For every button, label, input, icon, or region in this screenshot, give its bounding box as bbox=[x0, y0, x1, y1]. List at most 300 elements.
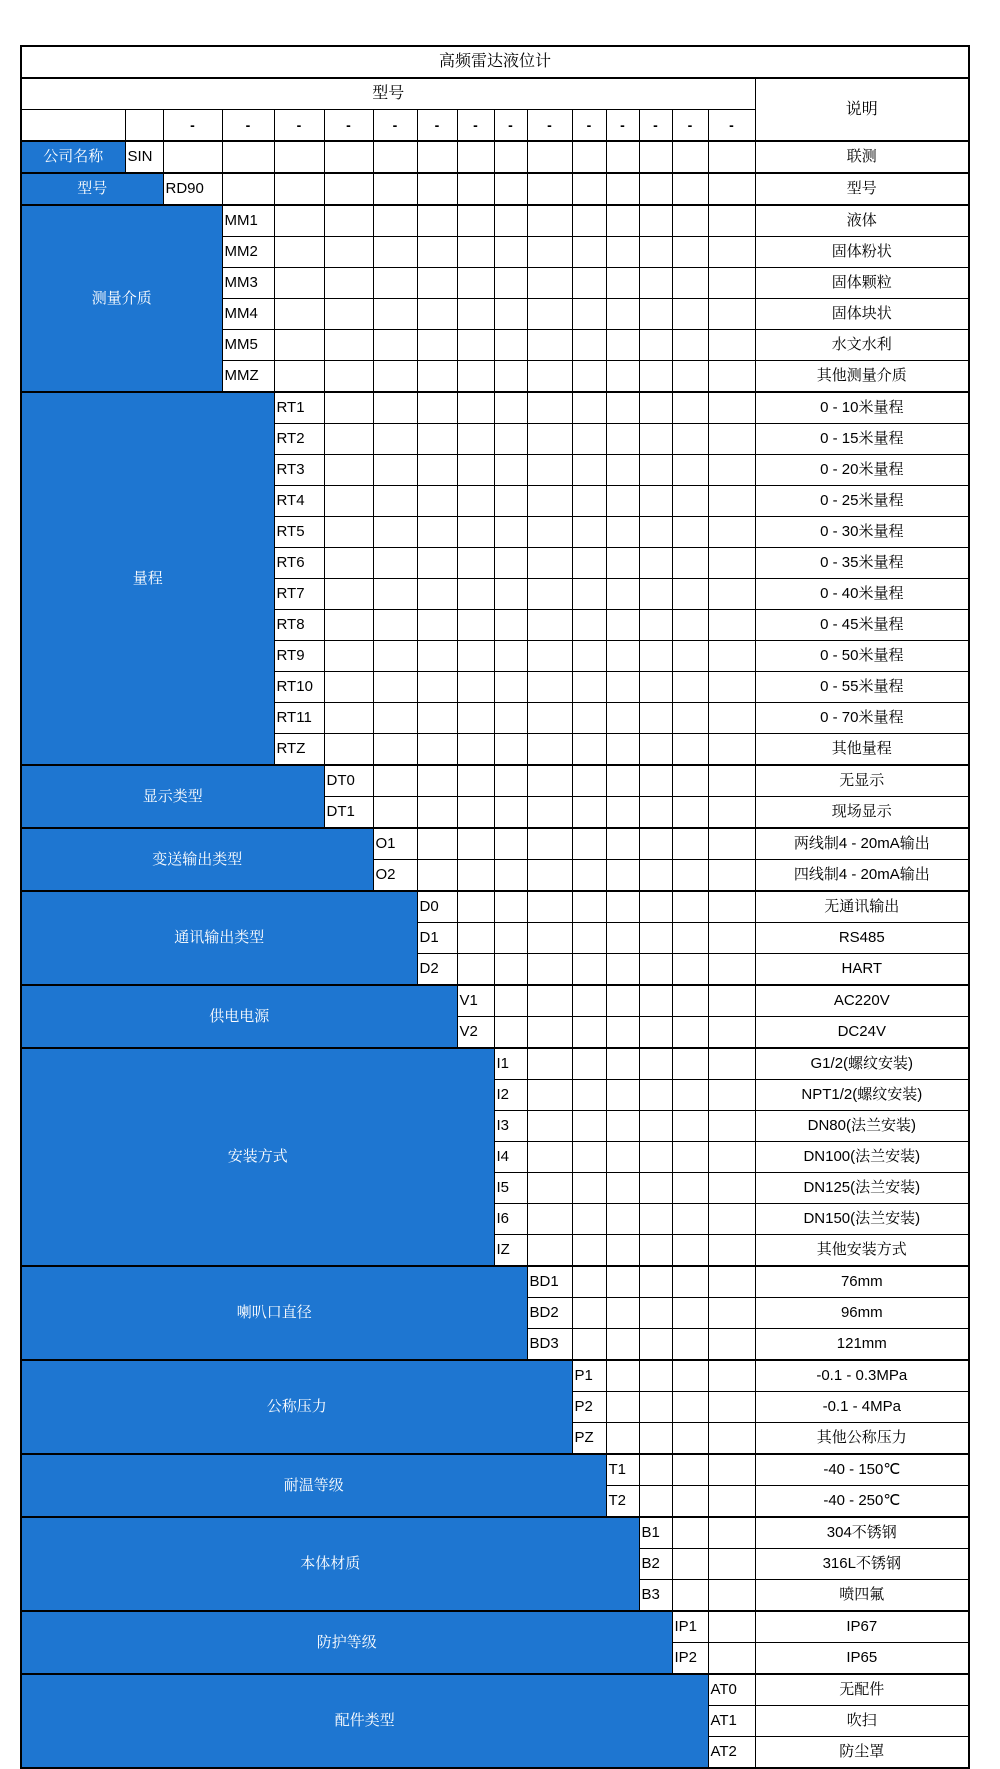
empty-cell bbox=[527, 954, 572, 986]
description-cell: 防尘罩 bbox=[755, 1737, 969, 1769]
empty-cell bbox=[457, 954, 494, 986]
category-cell: 公司名称 bbox=[21, 141, 125, 173]
empty-cell bbox=[494, 610, 527, 641]
empty-cell bbox=[672, 797, 708, 829]
empty-cell bbox=[527, 299, 572, 330]
empty-cell bbox=[457, 486, 494, 517]
description-cell: RS485 bbox=[755, 923, 969, 954]
empty-cell bbox=[527, 828, 572, 860]
description-cell: 现场显示 bbox=[755, 797, 969, 829]
description-cell: DC24V bbox=[755, 1017, 969, 1049]
empty-cell bbox=[672, 579, 708, 610]
separator-cell: - bbox=[527, 110, 572, 142]
code-cell: B1 bbox=[639, 1517, 672, 1549]
empty-cell bbox=[639, 141, 672, 173]
code-cell: O1 bbox=[373, 828, 417, 860]
empty-cell bbox=[494, 299, 527, 330]
empty-cell bbox=[494, 828, 527, 860]
empty-cell bbox=[708, 610, 755, 641]
empty-cell bbox=[672, 1329, 708, 1361]
empty-cell bbox=[324, 424, 373, 455]
empty-cell bbox=[457, 765, 494, 797]
empty-cell bbox=[639, 1142, 672, 1173]
empty-cell bbox=[373, 268, 417, 299]
empty-cell bbox=[708, 1392, 755, 1423]
empty-cell bbox=[527, 330, 572, 361]
empty-cell bbox=[324, 237, 373, 268]
empty-cell bbox=[639, 361, 672, 393]
empty-cell bbox=[572, 891, 606, 923]
empty-cell bbox=[639, 672, 672, 703]
empty-cell bbox=[708, 1486, 755, 1518]
category-cell: 防护等级 bbox=[21, 1611, 672, 1674]
empty-cell bbox=[324, 703, 373, 734]
description-cell: 两线制4 - 20mA输出 bbox=[755, 828, 969, 860]
empty-cell bbox=[639, 1111, 672, 1142]
empty-cell bbox=[527, 1204, 572, 1235]
empty-cell bbox=[572, 765, 606, 797]
empty-cell bbox=[606, 548, 639, 579]
empty-cell bbox=[222, 141, 274, 173]
separator-cell: - bbox=[708, 110, 755, 142]
empty-cell bbox=[417, 424, 457, 455]
empty-cell bbox=[324, 548, 373, 579]
empty-cell bbox=[639, 610, 672, 641]
empty-cell bbox=[639, 1454, 672, 1486]
empty-cell bbox=[639, 1298, 672, 1329]
code-cell: B3 bbox=[639, 1580, 672, 1612]
code-cell: MMZ bbox=[222, 361, 274, 393]
code-cell: RT2 bbox=[274, 424, 324, 455]
empty-cell bbox=[274, 141, 324, 173]
empty-cell bbox=[606, 455, 639, 486]
empty-cell bbox=[373, 173, 417, 205]
empty-cell bbox=[494, 361, 527, 393]
empty-cell bbox=[639, 734, 672, 766]
empty-cell bbox=[672, 1549, 708, 1580]
empty-cell bbox=[457, 828, 494, 860]
empty-cell bbox=[373, 517, 417, 548]
empty-cell bbox=[708, 797, 755, 829]
empty-cell bbox=[606, 610, 639, 641]
empty-cell bbox=[572, 1173, 606, 1204]
empty-cell bbox=[708, 1611, 755, 1643]
empty-cell bbox=[494, 1017, 527, 1049]
code-cell: RT6 bbox=[274, 548, 324, 579]
empty-cell bbox=[672, 486, 708, 517]
empty-cell bbox=[494, 237, 527, 268]
code-cell: BD3 bbox=[527, 1329, 572, 1361]
empty-cell bbox=[457, 579, 494, 610]
empty-cell bbox=[708, 828, 755, 860]
empty-cell bbox=[494, 579, 527, 610]
empty-cell bbox=[672, 392, 708, 424]
empty-cell bbox=[639, 455, 672, 486]
empty-cell bbox=[527, 1080, 572, 1111]
empty-cell bbox=[639, 392, 672, 424]
code-cell: IP1 bbox=[672, 1611, 708, 1643]
empty-cell bbox=[708, 1423, 755, 1455]
empty-cell bbox=[606, 1048, 639, 1080]
empty-cell bbox=[373, 205, 417, 237]
code-cell: RTZ bbox=[274, 734, 324, 766]
empty-cell bbox=[572, 1111, 606, 1142]
empty-cell bbox=[324, 610, 373, 641]
empty-cell bbox=[708, 641, 755, 672]
code-cell: RT3 bbox=[274, 455, 324, 486]
separator-cell: - bbox=[572, 110, 606, 142]
empty-cell bbox=[672, 455, 708, 486]
empty-cell bbox=[494, 455, 527, 486]
empty-cell bbox=[606, 1017, 639, 1049]
code-cell: AT1 bbox=[708, 1706, 755, 1737]
empty-cell bbox=[639, 299, 672, 330]
empty-cell bbox=[373, 455, 417, 486]
empty-cell bbox=[527, 1173, 572, 1204]
empty-cell bbox=[639, 579, 672, 610]
empty-cell bbox=[527, 1111, 572, 1142]
empty-cell bbox=[672, 765, 708, 797]
description-cell: 0 - 10米量程 bbox=[755, 392, 969, 424]
code-cell: RT9 bbox=[274, 641, 324, 672]
empty-cell bbox=[708, 1329, 755, 1361]
empty-cell bbox=[457, 797, 494, 829]
empty-cell bbox=[527, 455, 572, 486]
empty-cell bbox=[457, 672, 494, 703]
empty-cell bbox=[572, 237, 606, 268]
empty-cell bbox=[494, 641, 527, 672]
empty-cell bbox=[457, 610, 494, 641]
empty-cell bbox=[457, 205, 494, 237]
empty-cell bbox=[274, 237, 324, 268]
empty-cell bbox=[672, 517, 708, 548]
description-cell: IP65 bbox=[755, 1643, 969, 1675]
empty-cell bbox=[672, 205, 708, 237]
empty-cell bbox=[494, 797, 527, 829]
description-cell: NPT1/2(螺纹安装) bbox=[755, 1080, 969, 1111]
description-cell: 304不锈钢 bbox=[755, 1517, 969, 1549]
description-cell: -40 - 250℃ bbox=[755, 1486, 969, 1518]
code-cell: PZ bbox=[572, 1423, 606, 1455]
empty-cell bbox=[527, 672, 572, 703]
empty-cell bbox=[324, 734, 373, 766]
empty-cell bbox=[572, 173, 606, 205]
empty-cell bbox=[708, 923, 755, 954]
description-cell: 水文水利 bbox=[755, 330, 969, 361]
empty-cell bbox=[606, 954, 639, 986]
description-cell: DN80(法兰安装) bbox=[755, 1111, 969, 1142]
separator-cell: - bbox=[417, 110, 457, 142]
empty-cell bbox=[672, 1266, 708, 1298]
empty-cell bbox=[457, 891, 494, 923]
code-cell: MM1 bbox=[222, 205, 274, 237]
empty-cell bbox=[457, 548, 494, 579]
empty-cell bbox=[572, 985, 606, 1017]
code-cell: I1 bbox=[494, 1048, 527, 1080]
description-cell: 联测 bbox=[755, 141, 969, 173]
empty-cell bbox=[457, 455, 494, 486]
empty-cell bbox=[527, 860, 572, 892]
code-cell: P1 bbox=[572, 1360, 606, 1392]
empty-cell bbox=[672, 268, 708, 299]
description-cell: 0 - 40米量程 bbox=[755, 579, 969, 610]
empty-cell bbox=[274, 330, 324, 361]
empty-cell bbox=[572, 455, 606, 486]
empty-cell bbox=[672, 1454, 708, 1486]
separator-cell: - bbox=[373, 110, 417, 142]
code-cell: V1 bbox=[457, 985, 494, 1017]
empty-cell bbox=[494, 954, 527, 986]
empty-cell bbox=[417, 641, 457, 672]
empty-cell bbox=[494, 173, 527, 205]
empty-cell bbox=[373, 765, 417, 797]
empty-cell bbox=[639, 1173, 672, 1204]
empty-cell bbox=[324, 361, 373, 393]
empty-cell bbox=[324, 579, 373, 610]
empty-cell bbox=[417, 703, 457, 734]
code-cell: I3 bbox=[494, 1111, 527, 1142]
description-cell: 其他安装方式 bbox=[755, 1235, 969, 1267]
empty-cell bbox=[527, 517, 572, 548]
empty-cell bbox=[639, 1204, 672, 1235]
empty-cell bbox=[572, 548, 606, 579]
empty-cell bbox=[606, 1235, 639, 1267]
empty-cell bbox=[457, 173, 494, 205]
description-cell: 0 - 25米量程 bbox=[755, 486, 969, 517]
empty-cell bbox=[417, 330, 457, 361]
empty-cell bbox=[708, 1142, 755, 1173]
empty-cell bbox=[572, 205, 606, 237]
separator-cell: - bbox=[639, 110, 672, 142]
empty-cell bbox=[527, 1235, 572, 1267]
empty-cell bbox=[672, 1298, 708, 1329]
code-cell: RT4 bbox=[274, 486, 324, 517]
description-cell: 0 - 15米量程 bbox=[755, 424, 969, 455]
empty-cell bbox=[572, 797, 606, 829]
empty-cell bbox=[672, 361, 708, 393]
empty-cell bbox=[417, 548, 457, 579]
empty-cell bbox=[708, 1549, 755, 1580]
description-cell: IP67 bbox=[755, 1611, 969, 1643]
empty-cell bbox=[639, 1329, 672, 1361]
separator-cell: - bbox=[163, 110, 222, 142]
code-cell: AT2 bbox=[708, 1737, 755, 1769]
empty-cell bbox=[527, 237, 572, 268]
empty-cell bbox=[324, 205, 373, 237]
empty-cell bbox=[527, 424, 572, 455]
empty-cell bbox=[708, 1266, 755, 1298]
empty-cell bbox=[672, 237, 708, 268]
empty-cell bbox=[572, 828, 606, 860]
empty-cell bbox=[572, 486, 606, 517]
model-number-header: 型号 bbox=[21, 78, 755, 110]
empty-cell bbox=[639, 923, 672, 954]
description-cell: 96mm bbox=[755, 1298, 969, 1329]
empty-cell bbox=[572, 1204, 606, 1235]
empty-cell bbox=[274, 299, 324, 330]
separator-cell: - bbox=[494, 110, 527, 142]
empty-cell bbox=[606, 517, 639, 548]
empty-cell bbox=[708, 1204, 755, 1235]
description-cell: -0.1 - 0.3MPa bbox=[755, 1360, 969, 1392]
empty-cell bbox=[606, 205, 639, 237]
empty-cell bbox=[324, 141, 373, 173]
empty-cell bbox=[708, 1454, 755, 1486]
empty-cell bbox=[527, 797, 572, 829]
empty-cell bbox=[672, 1204, 708, 1235]
empty-cell bbox=[373, 610, 417, 641]
code-cell: I2 bbox=[494, 1080, 527, 1111]
empty-cell bbox=[494, 765, 527, 797]
category-cell: 耐温等级 bbox=[21, 1454, 606, 1517]
empty-cell bbox=[494, 985, 527, 1017]
code-cell: RT1 bbox=[274, 392, 324, 424]
empty-cell bbox=[672, 610, 708, 641]
description-cell: DN150(法兰安装) bbox=[755, 1204, 969, 1235]
empty-cell bbox=[672, 548, 708, 579]
empty-cell bbox=[672, 141, 708, 173]
empty-cell bbox=[457, 517, 494, 548]
model-selection-table bbox=[20, 45, 970, 1769]
description-cell: 其他公称压力 bbox=[755, 1423, 969, 1455]
empty-cell bbox=[606, 579, 639, 610]
empty-cell bbox=[417, 173, 457, 205]
empty-cell bbox=[672, 641, 708, 672]
empty-cell bbox=[417, 299, 457, 330]
empty-cell bbox=[572, 1329, 606, 1361]
empty-cell bbox=[708, 392, 755, 424]
empty-cell bbox=[672, 1142, 708, 1173]
empty-cell bbox=[672, 1486, 708, 1518]
separator-cell: - bbox=[274, 110, 324, 142]
code-cell: P2 bbox=[572, 1392, 606, 1423]
empty-cell bbox=[708, 548, 755, 579]
empty-cell bbox=[274, 205, 324, 237]
empty-cell bbox=[417, 205, 457, 237]
description-cell: 其他量程 bbox=[755, 734, 969, 766]
empty-cell bbox=[572, 1298, 606, 1329]
code-cell: DT1 bbox=[324, 797, 373, 829]
description-cell: -40 - 150℃ bbox=[755, 1454, 969, 1486]
empty-cell bbox=[672, 860, 708, 892]
empty-cell bbox=[606, 1173, 639, 1204]
empty-cell bbox=[457, 734, 494, 766]
empty-cell bbox=[708, 141, 755, 173]
empty-cell bbox=[457, 237, 494, 268]
description-cell: 0 - 30米量程 bbox=[755, 517, 969, 548]
empty-cell bbox=[606, 734, 639, 766]
empty-cell bbox=[672, 330, 708, 361]
empty-cell bbox=[639, 1486, 672, 1518]
empty-cell bbox=[572, 579, 606, 610]
empty-cell bbox=[494, 672, 527, 703]
empty-cell bbox=[606, 299, 639, 330]
empty-cell bbox=[527, 548, 572, 579]
description-cell: 液体 bbox=[755, 205, 969, 237]
empty-cell bbox=[672, 1111, 708, 1142]
empty-cell bbox=[639, 548, 672, 579]
empty-cell bbox=[672, 424, 708, 455]
empty-cell bbox=[572, 610, 606, 641]
empty-cell bbox=[494, 923, 527, 954]
empty-cell bbox=[708, 237, 755, 268]
empty-cell bbox=[274, 361, 324, 393]
empty-cell bbox=[639, 1017, 672, 1049]
empty-cell bbox=[639, 486, 672, 517]
empty-cell bbox=[672, 1017, 708, 1049]
empty-cell bbox=[527, 765, 572, 797]
empty-cell bbox=[417, 610, 457, 641]
empty-cell bbox=[672, 1392, 708, 1423]
empty-cell bbox=[708, 361, 755, 393]
code-cell: RT11 bbox=[274, 703, 324, 734]
empty-cell bbox=[527, 268, 572, 299]
empty-cell bbox=[606, 672, 639, 703]
empty-cell bbox=[417, 486, 457, 517]
empty-cell bbox=[672, 954, 708, 986]
empty-cell bbox=[639, 173, 672, 205]
empty-cell bbox=[527, 1017, 572, 1049]
description-cell: 固体块状 bbox=[755, 299, 969, 330]
category-cell: 通讯输出类型 bbox=[21, 891, 417, 985]
empty-cell bbox=[572, 954, 606, 986]
separator-cell: - bbox=[606, 110, 639, 142]
code-cell: D1 bbox=[417, 923, 457, 954]
empty-cell bbox=[457, 361, 494, 393]
empty-cell bbox=[494, 891, 527, 923]
empty-cell bbox=[672, 1580, 708, 1612]
empty-cell bbox=[324, 455, 373, 486]
empty-cell bbox=[222, 173, 274, 205]
empty-cell bbox=[672, 734, 708, 766]
description-cell: 固体颗粒 bbox=[755, 268, 969, 299]
empty-cell bbox=[417, 828, 457, 860]
empty-cell bbox=[527, 579, 572, 610]
empty-cell bbox=[373, 734, 417, 766]
empty-cell bbox=[163, 141, 222, 173]
empty-cell bbox=[708, 954, 755, 986]
empty-cell bbox=[527, 641, 572, 672]
empty-cell bbox=[494, 486, 527, 517]
empty-cell bbox=[324, 517, 373, 548]
description-cell: 固体粉状 bbox=[755, 237, 969, 268]
empty-cell bbox=[708, 455, 755, 486]
empty-cell bbox=[708, 1298, 755, 1329]
code-cell: I4 bbox=[494, 1142, 527, 1173]
code-cell: AT0 bbox=[708, 1674, 755, 1706]
category-cell: 配件类型 bbox=[21, 1674, 708, 1768]
empty-cell bbox=[708, 1360, 755, 1392]
empty-cell bbox=[417, 672, 457, 703]
empty-cell bbox=[572, 1017, 606, 1049]
empty-cell bbox=[606, 424, 639, 455]
description-cell: 其他测量介质 bbox=[755, 361, 969, 393]
empty-cell bbox=[606, 828, 639, 860]
empty-cell bbox=[494, 860, 527, 892]
empty-cell bbox=[639, 424, 672, 455]
empty-cell bbox=[274, 268, 324, 299]
empty-cell bbox=[606, 641, 639, 672]
empty-cell bbox=[606, 361, 639, 393]
empty-cell bbox=[639, 1423, 672, 1455]
category-cell: 公称压力 bbox=[21, 1360, 572, 1454]
empty-cell bbox=[572, 1266, 606, 1298]
empty-cell bbox=[457, 703, 494, 734]
empty-cell bbox=[639, 860, 672, 892]
code-cell: IZ bbox=[494, 1235, 527, 1267]
description-cell: 0 - 50米量程 bbox=[755, 641, 969, 672]
empty-cell bbox=[417, 361, 457, 393]
